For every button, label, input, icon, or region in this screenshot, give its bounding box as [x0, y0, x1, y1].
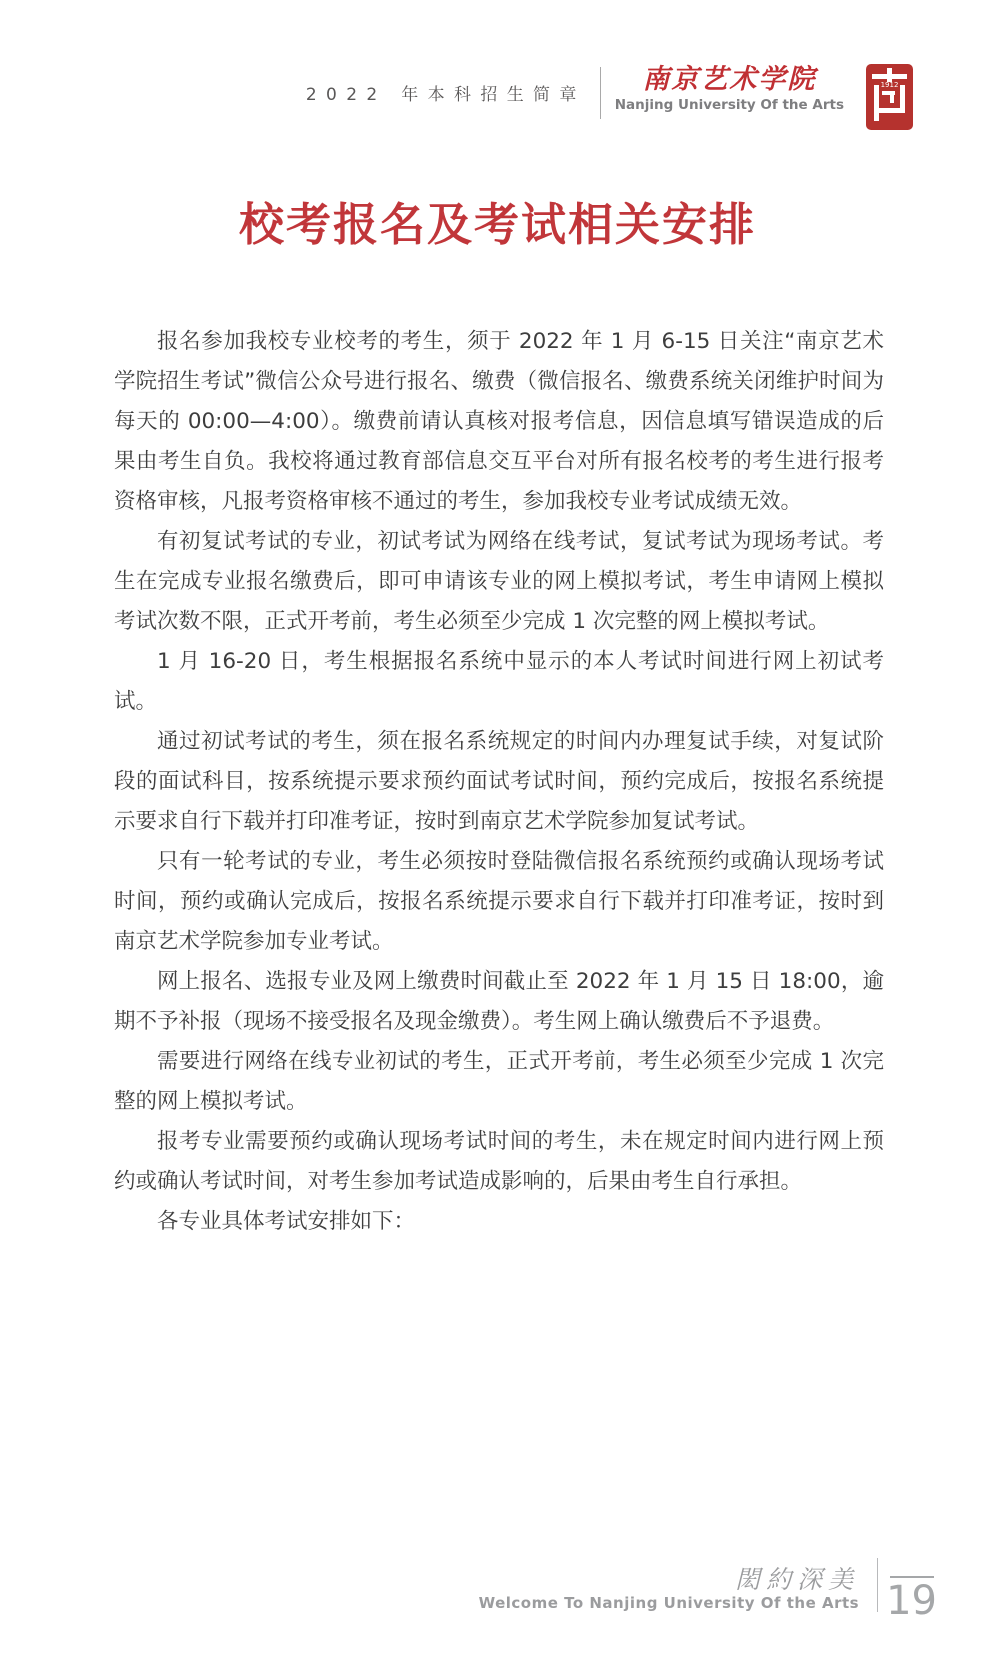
paragraph-mock-exam-requirement: 需要进行网络在线专业初试的考生，正式开考前，考生必须至少完成 1 次完整的网上模拟考试。	[114, 1049, 884, 1114]
edition-title: 2022 年本科招生简章	[305, 84, 586, 105]
university-seal-icon	[866, 64, 913, 130]
paragraph-schedule-lead-in: 各专业具体考试安排如下：	[157, 1209, 416, 1234]
paragraph-payment-deadline: 网上报名、选报专业及网上缴费时间截止至 2022 年 1 月 15 日 18:00，逾期不予补报（现场不接受报名及现金缴费）。考生网上确认缴费后不予退费。	[114, 969, 884, 1034]
university-name-en: Nanjing University Of the Arts	[614, 96, 844, 113]
seal-year-text: 1912	[880, 81, 899, 89]
paragraph-reservation-responsibility: 报考专业需要预约或确认现场考试时间的考生，未在规定时间内进行网上预约或确认考试时间，对考生参加考试造成影响的，后果由考生自行承担。	[114, 1129, 884, 1194]
document-body	[114, 322, 884, 1242]
footer-welcome-text: Welcome To Nanjing University Of the Arts	[478, 1594, 860, 1612]
university-motto: 閎約深美	[735, 1564, 860, 1594]
page-header	[306, 56, 913, 122]
university-logo	[615, 65, 844, 113]
paragraph-preliminary-final-exams: 有初复试考试的专业，初试考试为网络在线考试，复试考试为现场考试。考生在完成专业报名缴费后，即可申请该专业的网上模拟考试，考生申请网上模拟考试次数不限，正式开考前，考生必须至少完成 1 次完整的网上模拟考试。	[114, 529, 884, 634]
page-number: 19	[886, 1578, 937, 1624]
page-title: 校考报名及考试相关安排	[238, 198, 756, 251]
paragraph-registration-notice: 报名参加我校专业校考的考生，须于 2022 年 1 月 6-15 日关注“南京艺术学院招生考试”微信公众号进行报名、缴费（微信报名、缴费系统关闭维护时间为每天的 00:00—4:00）。缴费前请认真核对报考信息，因信息填写错误造成的后果由考生自负。我校将通过教育部信息交互平台对所有报名校考的考生进行报考资格审核，凡报考资格审核不通过的考生，参加我校专业考试成绩无效。	[114, 329, 884, 514]
paragraph-online-preliminary-dates: 1 月 16-20 日，考生根据报名系统中显示的本人考试时间进行网上初试考试。	[114, 649, 884, 714]
header-divider	[600, 67, 601, 119]
footer-divider	[877, 1558, 878, 1612]
page-footer	[478, 1558, 937, 1624]
page-number-block	[886, 1576, 937, 1622]
university-name-zh: 南京艺术学院	[642, 64, 817, 96]
paragraph-single-round-exams: 只有一轮考试的专业，考生必须按时登陆微信报名系统预约或确认现场考试时间，预约或确认完成后，按报名系统提示要求自行下载并打印准考证，按时到南京艺术学院参加专业考试。	[114, 849, 884, 954]
paragraph-final-exam-procedure: 通过初试考试的考生，须在报名系统规定的时间内办理复试手续，对复试阶段的面试科目，按系统提示要求预约面试考试时间，预约完成后，按报名系统提示要求自行下载并打印准考证，按时到南京艺术学院参加复试考试。	[114, 729, 884, 834]
footer-motto-block	[478, 1564, 860, 1612]
